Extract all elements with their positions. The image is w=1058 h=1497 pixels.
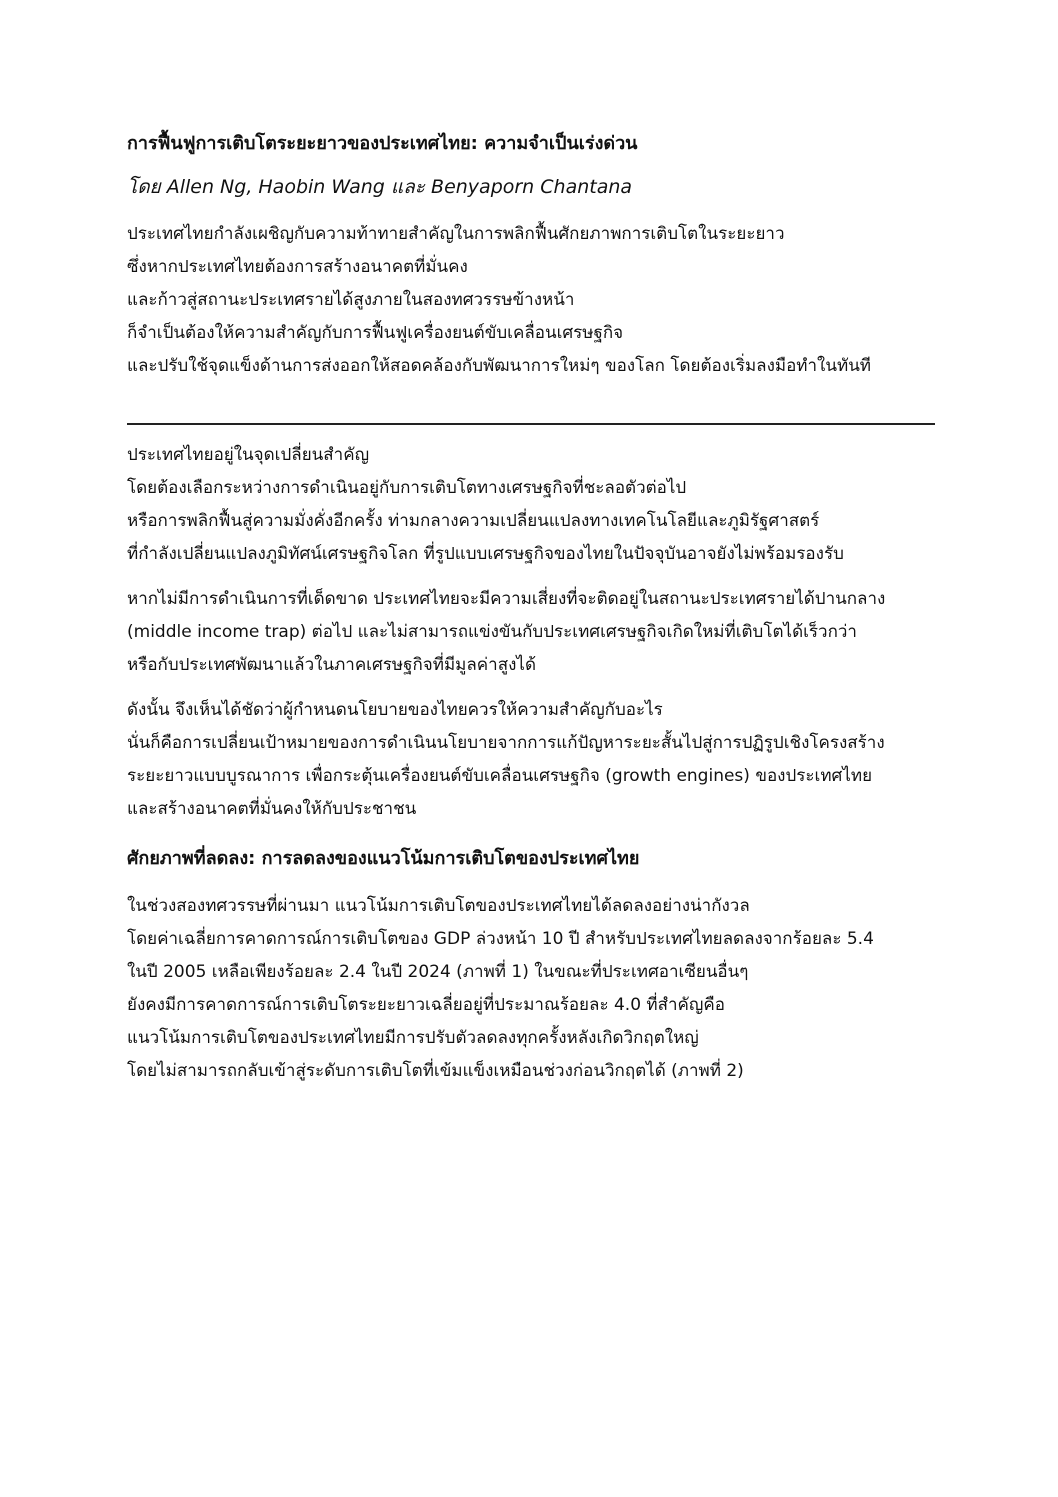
section-line: ในช่วงสองทศวรรษที่ผ่านมา แนวโน้มการเติบโตของประเทศไทยได้ลดลงอย่างน่ากังวล	[127, 896, 750, 916]
summary-paragraph	[127, 218, 935, 383]
summary-line: และปรับใช้จุดแข็งด้านการส่งออกให้สอดคล้องกับพัฒนาการใหม่ๆ ของโลก โดยต้องเริ่มลงมือทำในทันที	[127, 356, 872, 376]
summary-line: ซึ่งหากประเทศไทยต้องการสร้างอนาคตที่มั่นคง	[127, 257, 468, 277]
summary-line: ประเทศไทยกำลังเผชิญกับความท้าทายสำคัญในการพลิกฟื้นศักยภาพการเติบโตในระยะยาว	[127, 224, 785, 244]
body-line: โดยต้องเลือกระหว่างการดำเนินอยู่กับการเติบโตทางเศรษฐกิจที่ชะลอตัวต่อไป	[127, 478, 687, 498]
body-paragraph-1	[127, 439, 935, 571]
section-line: แนวโน้มการเติบโตของประเทศไทยมีการปรับตัวลดลงทุกครั้งหลังเกิดวิกฤตใหญ่	[127, 1028, 699, 1048]
section-paragraph	[127, 890, 935, 1088]
body-line: หากไม่มีการดำเนินการที่เด็ดขาด ประเทศไทยจะมีความเสี่ยงที่จะติดอยู่ในสถานะประเทศรายได้ปานกลาง	[127, 589, 886, 609]
summary-line: และก้าวสู่สถานะประเทศรายได้สูงภายในสองทศวรรษข้างหน้า	[127, 290, 575, 310]
summary-line: ก็จำเป็นต้องให้ความสำคัญกับการฟื้นฟูเครื่องยนต์ขับเคลื่อนเศรษฐกิจ	[127, 323, 624, 343]
body-paragraph-2	[127, 583, 935, 682]
body-line: ระยะยาวแบบบูรณาการ เพื่อกระตุ้นเครื่องยนต์ขับเคลื่อนเศรษฐกิจ (growth engines) ของประเทศไทย	[127, 766, 873, 786]
article-content	[127, 128, 935, 1088]
section-line: โดยค่าเฉลี่ยการคาดการณ์การเติบโตของ GDP ล่วงหน้า 10 ปี สำหรับประเทศไทยลดลงจากร้อยละ 5.4	[127, 929, 874, 949]
section-line: โดยไม่สามารถกลับเข้าสู่ระดับการเติบโตที่เข้มแข็งเหมือนช่วงก่อนวิกฤตได้ (ภาพที่ 2)	[127, 1061, 744, 1081]
body-line: หรือการพลิกฟื้นสู่ความมั่งคั่งอีกครั้ง ท่ามกลางความเปลี่ยนแปลงทางเทคโนโลยีและภูมิรัฐศาสตร์	[127, 511, 820, 531]
section-heading: ศักยภาพที่ลดลง: การลดลงของแนวโน้มการเติบโตของประเทศไทย	[127, 848, 640, 869]
section-line: ในปี 2005 เหลือเพียงร้อยละ 2.4 ในปี 2024 (ภาพที่ 1) ในขณะที่ประเทศอาเซียนอื่นๆ	[127, 962, 749, 982]
article-byline: โดย Allen Ng, Haobin Wang และ Benyaporn Chantana	[127, 176, 633, 198]
body-line: ประเทศไทยอยู่ในจุดเปลี่ยนสำคัญ	[127, 445, 370, 465]
horizontal-divider	[127, 423, 935, 425]
body-line: หรือกับประเทศพัฒนาแล้วในภาคเศรษฐกิจที่มีมูลค่าสูงได้	[127, 655, 536, 675]
article-title: การฟื้นฟูการเติบโตระยะยาวของประเทศไทย: ความจำเป็นเร่งด่วน	[127, 133, 638, 154]
body-line: นั่นก็คือการเปลี่ยนเป้าหมายของการดำเนินนโยบายจากการแก้ปัญหาระยะสั้นไปสู่การปฏิรูปเชิงโครงสร้าง	[127, 733, 885, 753]
body-line: ที่กำลังเปลี่ยนแปลงภูมิทัศน์เศรษฐกิจโลก ที่รูปแบบเศรษฐกิจของไทยในปัจจุบันอาจยังไม่พร้อมรองรับ	[127, 544, 844, 564]
section-line: ยังคงมีการคาดการณ์การเติบโตระยะยาวเฉลี่ยอยู่ที่ประมาณร้อยละ 4.0 ที่สำคัญคือ	[127, 995, 725, 1015]
body-line: ดังนั้น จึงเห็นได้ชัดว่าผู้กำหนดนโยบายของไทยควรให้ความสำคัญกับอะไร	[127, 700, 663, 720]
body-line: (middle income trap) ต่อไป และไม่สามารถแข่งขันกับประเทศเศรษฐกิจเกิดใหม่ที่เติบโตได้เร็วกว่า	[127, 622, 857, 642]
body-paragraph-3	[127, 694, 935, 826]
body-line: และสร้างอนาคตที่มั่นคงให้กับประชาชน	[127, 799, 417, 819]
